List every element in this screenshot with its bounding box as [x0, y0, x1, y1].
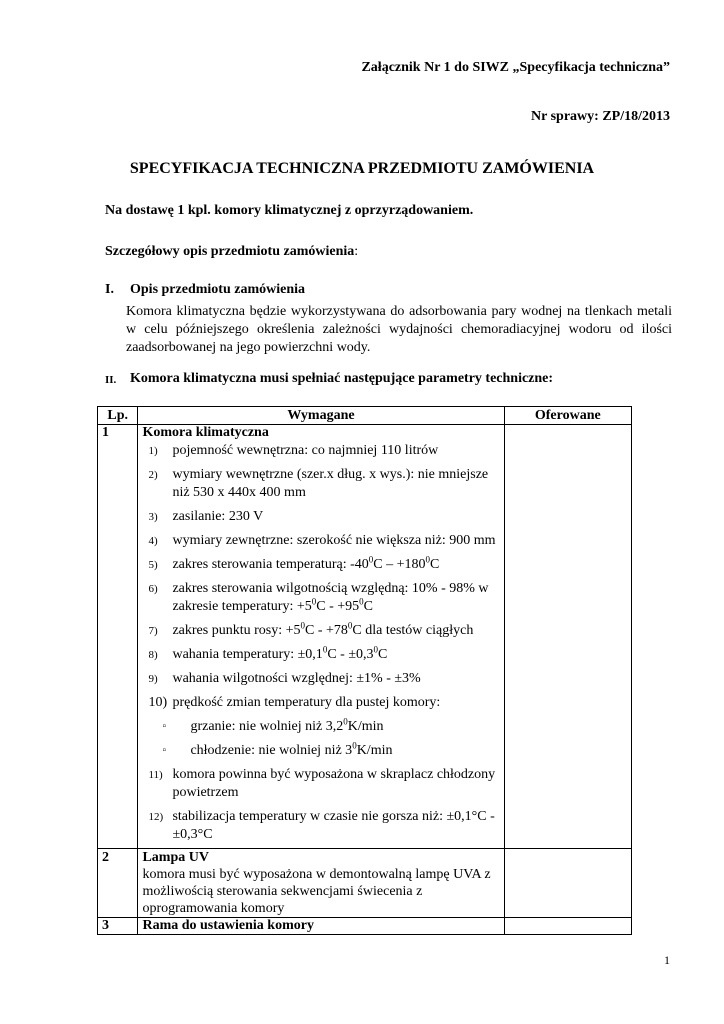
- header-required: Wymagane: [138, 407, 504, 425]
- item-text: stabilizacja temperatury w czasie nie gorsza niż: ±0,1°C - ±0,3°C: [172, 809, 495, 842]
- item-number: 6): [148, 583, 158, 595]
- requirements-list: [142, 442, 499, 844]
- item-number: 1): [148, 445, 158, 457]
- list-item: [142, 694, 499, 712]
- case-number: Nr sprawy: ZP/18/2013: [531, 109, 670, 124]
- section1-number: I.: [105, 282, 114, 297]
- spec-table: [97, 406, 632, 935]
- item-number: 2): [148, 469, 158, 481]
- item-mid: C - +95: [316, 599, 360, 614]
- item-pre: zakres sterowania wilgotnością względną: 10% - 98% w zakresie temperatury: +5: [172, 581, 489, 614]
- item-sup2: 0: [425, 554, 430, 565]
- item-number: 11): [148, 769, 163, 781]
- row2-title: Lampa UV: [142, 850, 209, 865]
- item-sup2: 0: [359, 596, 364, 607]
- table-header-row: [98, 407, 632, 425]
- item-pre: zakres sterowania temperaturą: -40: [172, 557, 369, 572]
- list-item: [142, 742, 499, 760]
- item-number: 10): [148, 695, 168, 710]
- list-item: [142, 580, 499, 616]
- item-pre: wahania temperatury: ±0,1: [172, 647, 323, 662]
- row2-offered: [504, 849, 631, 918]
- item-number: 9): [148, 673, 158, 685]
- section2-title: Komora klimatyczna musi spełniać następujące parametry techniczne:: [130, 371, 554, 386]
- row2-lp: 2: [98, 849, 138, 918]
- list-item: [142, 622, 499, 640]
- item-number: 8): [148, 649, 158, 661]
- bullet-icon: ▫: [162, 721, 166, 732]
- page-number: 1: [664, 953, 670, 967]
- list-item: [142, 808, 499, 844]
- section2-number: II.: [105, 374, 117, 386]
- row1-title: Komora klimatyczna: [142, 425, 269, 440]
- item-sup2: 0: [373, 644, 378, 655]
- section1-text: Komora klimatyczna będzie wykorzystywana do adsorbowania pary wodnej na tlenkach metali w celu późniejszego określenia zależności wydajności chemoradiacyjnej wodoru od ilości zaadsorbowanej na jego powierzchni wody.: [126, 304, 672, 355]
- delivery-statement: Na dostawę 1 kpl. komory klimatycznej z oprzyrządowaniem.: [105, 203, 474, 218]
- item-text: zasilanie: 230 V: [172, 509, 264, 524]
- detail-colon: :: [354, 244, 359, 259]
- item-post: C: [378, 647, 388, 662]
- list-item: [142, 442, 499, 460]
- item-mid: C - +78: [305, 623, 348, 638]
- section1-title: Opis przedmiotu zamówienia: [130, 282, 305, 297]
- item-text: wymiary zewnętrzne: szerokość nie większa niż: 900 mm: [172, 533, 496, 548]
- item-text: pojemność wewnętrzna: co najmniej 110 litrów: [172, 443, 439, 458]
- item-number: 3): [148, 511, 158, 523]
- row3-title: Rama do ustawienia komory: [138, 918, 504, 935]
- table-row: [98, 918, 632, 935]
- detail-heading: [105, 244, 358, 260]
- item-post: K/min: [347, 719, 384, 734]
- item-mid: C - ±0,3: [327, 647, 374, 662]
- item-sup1: 0: [300, 620, 305, 631]
- list-item: [142, 508, 499, 526]
- header-lp: Lp.: [98, 407, 138, 425]
- bullet-icon: ▫: [162, 745, 166, 756]
- item-sup1: 0: [322, 644, 328, 655]
- item-pre: grzanie: nie wolniej niż 3,2: [190, 719, 344, 734]
- document-title: SPECYFIKACJA TECHNICZNA PRZEDMIOTU ZAMÓWIENIA: [129, 160, 595, 177]
- item-text: komora powinna być wyposażona w skraplacz chłodzony powietrzem: [172, 767, 496, 800]
- item-post: K/min: [356, 743, 393, 758]
- header-offered: Oferowane: [504, 407, 631, 425]
- item-number: 4): [148, 535, 158, 547]
- row1-offered: [504, 425, 631, 849]
- detail-label: Szczegółowy opis przedmiotu zamówienia: [105, 244, 355, 259]
- item-sup2: 0: [347, 620, 353, 631]
- item-text: wymiary wewnętrzne (szer.x dług. x wys.): nie mniejsze niż 530 x 440x 400 mm: [172, 467, 489, 500]
- row1-required: [138, 425, 504, 849]
- annex-header: Załącznik Nr 1 do SIWZ „Specyfikacja techniczna”: [361, 60, 670, 75]
- item-post: C: [429, 557, 440, 572]
- row3-offered: [504, 918, 631, 935]
- item-mid: C – +180: [373, 557, 426, 572]
- item-sup1: 0: [343, 716, 348, 727]
- table-row: [98, 425, 632, 849]
- item-sup1: 0: [368, 554, 374, 565]
- item-number: 12): [148, 811, 164, 823]
- item-post: C: [363, 599, 373, 614]
- row3-lp: 3: [98, 918, 138, 935]
- list-item: [142, 646, 499, 664]
- item-number: 7): [148, 625, 158, 637]
- item-text: wahania wilgotności względnej: ±1% - ±3%: [172, 671, 421, 686]
- item-pre: chłodzenie: nie wolniej niż 3: [190, 743, 353, 758]
- list-item: [142, 766, 499, 802]
- item-pre: zakres punktu rosy: +5: [172, 623, 301, 638]
- item-sup1: 0: [352, 740, 357, 751]
- item-sup1: 0: [311, 596, 317, 607]
- item-text: prędkość zmian temperatury dla pustej komory:: [172, 695, 441, 710]
- list-item: [142, 670, 499, 688]
- list-item: [142, 718, 499, 736]
- item-number: 5): [148, 559, 158, 571]
- table-row: [98, 849, 632, 918]
- row1-lp: 1: [98, 425, 138, 849]
- item-post: C dla testów ciągłych: [352, 623, 474, 638]
- list-item: [142, 466, 499, 502]
- list-item: [142, 556, 499, 574]
- list-item: [142, 532, 499, 550]
- row2-required: [138, 849, 504, 918]
- row2-text: komora musi być wyposażona w demontowalną lampę UVA z możliwością sterowania sekwencjami świecenia z oprogramowania komory: [142, 867, 491, 916]
